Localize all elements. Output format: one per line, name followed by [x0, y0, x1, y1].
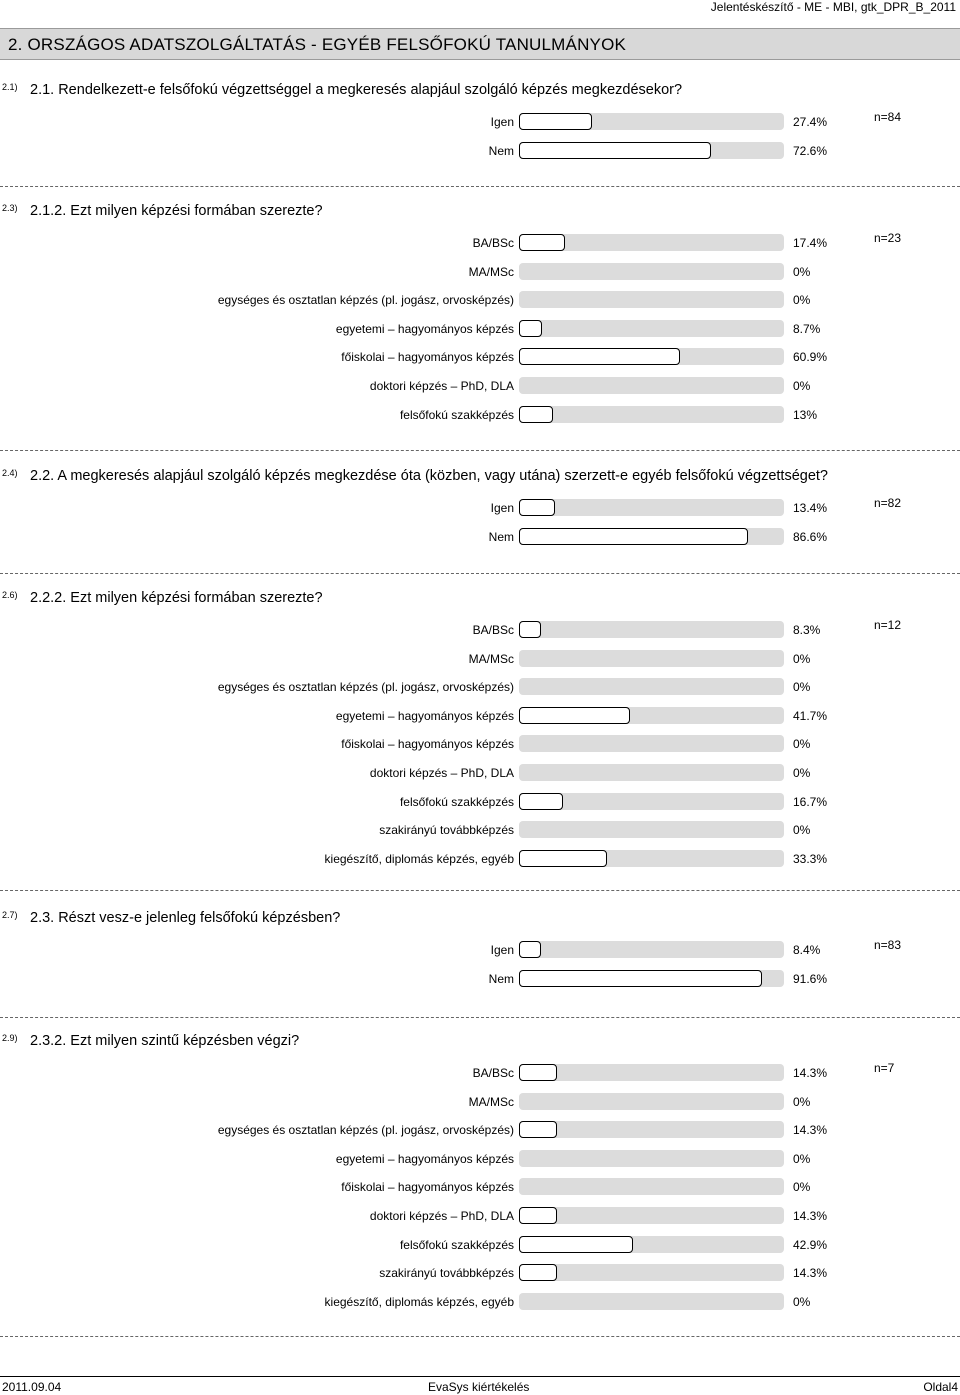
percent-bar-fill: [519, 1064, 557, 1081]
answer-percent: 0%: [793, 737, 811, 752]
answer-label: Nem: [488, 529, 514, 544]
percent-bar-track: [519, 678, 784, 695]
answer-percent: 0%: [793, 379, 811, 393]
answer-row: [0, 1063, 960, 1083]
answer-row: [0, 319, 960, 339]
answer-label: doktori képzés – PhD, DLA: [369, 1209, 514, 1223]
answer-label: szakirányú továbbképzés: [379, 823, 514, 838]
percent-bar-fill: [519, 113, 592, 130]
percent-bar-track: [519, 234, 784, 251]
answer-label: MA/MSc: [468, 264, 514, 279]
percent-bar-fill: [519, 234, 565, 251]
percent-bar-track: [519, 1064, 784, 1081]
percent-bar-fill: [519, 406, 553, 423]
answer-label: Igen: [490, 501, 514, 515]
answer-label: egységes és osztatlan képzés (pl. jogász, orvosképzés): [217, 293, 514, 308]
section-band: [0, 28, 960, 60]
answer-row: [0, 1292, 960, 1312]
percent-bar-track: [519, 764, 784, 781]
answer-percent: 41.7%: [793, 708, 828, 723]
answer-row: [0, 1120, 960, 1140]
answer-percent: 0%: [793, 293, 811, 308]
answer-row: [0, 734, 960, 754]
percent-bar-fill: [519, 621, 541, 638]
footer-center: EvaSys kiértékelés: [428, 1380, 530, 1394]
percent-bar-fill: [519, 1207, 557, 1224]
answer-percent: 13%: [793, 407, 818, 422]
answer-percent: 14.3%: [793, 1266, 828, 1281]
answer-percent: 8.3%: [793, 623, 821, 637]
percent-bar-track: [519, 1121, 784, 1138]
answer-row: [0, 1206, 960, 1226]
answer-row: [0, 405, 960, 425]
question-number: 2.7): [2, 910, 18, 920]
response-count: n=83: [874, 938, 902, 952]
answer-label: BA/BSc: [472, 1066, 514, 1080]
answer-label: doktori képzés – PhD, DLA: [369, 379, 514, 393]
percent-bar-track: [519, 1178, 784, 1195]
answer-label: felsőfokú szakképzés: [399, 407, 514, 422]
response-count: n=84: [874, 110, 902, 124]
answer-percent: 14.3%: [793, 1209, 828, 1223]
percent-bar-fill: [519, 1121, 557, 1138]
answer-row: [0, 763, 960, 783]
answer-row: [0, 376, 960, 396]
percent-bar-track: [519, 821, 784, 838]
percent-bar-fill: [519, 970, 762, 987]
answer-percent: 60.9%: [793, 350, 828, 365]
answer-label: Nem: [488, 971, 514, 986]
question-separator: [0, 890, 960, 891]
percent-bar-track: [519, 1093, 784, 1110]
page-footer: [0, 1378, 960, 1395]
answer-row: [0, 290, 960, 310]
answer-label: BA/BSc: [472, 236, 514, 250]
answer-label: felsőfokú szakképzés: [399, 794, 514, 809]
answer-label: egyetemi – hagyományos képzés: [335, 708, 514, 723]
percent-bar-track: [519, 1207, 784, 1224]
answer-row: [0, 527, 960, 547]
answer-row: [0, 112, 960, 132]
percent-bar-fill: [519, 320, 542, 337]
response-count: n=7: [874, 1061, 895, 1075]
answer-percent: 14.3%: [793, 1066, 828, 1080]
response-count: n=23: [874, 231, 902, 245]
answer-percent: 0%: [793, 766, 811, 780]
percent-bar-track: [519, 650, 784, 667]
percent-bar-track: [519, 263, 784, 280]
answer-label: szakirányú továbbképzés: [379, 1266, 514, 1281]
answer-label: egységes és osztatlan képzés (pl. jogász, orvosképzés): [217, 680, 514, 695]
page-header: [0, 0, 960, 16]
percent-bar-track: [519, 621, 784, 638]
answer-percent: 0%: [793, 1094, 811, 1109]
answer-row: [0, 1235, 960, 1255]
answer-row: [0, 498, 960, 518]
answer-row: [0, 233, 960, 253]
percent-bar-track: [519, 528, 784, 545]
question-number: 2.3): [2, 203, 18, 213]
question-title: 2.2.2. Ezt milyen képzési formában szerezte?: [30, 590, 323, 606]
percent-bar-fill: [519, 528, 748, 545]
answer-percent: 0%: [793, 1294, 811, 1309]
footer-page: Oldal4: [923, 1380, 958, 1394]
answer-label: kiegészítő, diplomás képzés, egyéb: [324, 1294, 514, 1309]
answer-percent: 27.4%: [793, 115, 828, 129]
answer-percent: 16.7%: [793, 794, 828, 809]
answer-row: [0, 820, 960, 840]
answer-label: Igen: [490, 115, 514, 129]
answer-row: [0, 706, 960, 726]
percent-bar-fill: [519, 348, 680, 365]
answer-row: [0, 940, 960, 960]
question-separator: [0, 1017, 960, 1018]
percent-bar-fill: [519, 142, 711, 159]
answer-percent: 86.6%: [793, 529, 828, 544]
answer-label: kiegészítő, diplomás képzés, egyéb: [324, 851, 514, 866]
answer-row: [0, 620, 960, 640]
answer-row: [0, 792, 960, 812]
answer-label: felsőfokú szakképzés: [399, 1237, 514, 1252]
percent-bar-track: [519, 850, 784, 867]
question-title: 2.3.2. Ezt milyen szintű képzésben végzi?: [30, 1033, 300, 1049]
answer-row: [0, 969, 960, 989]
question-title: 2.1.2. Ezt milyen képzési formában szerezte?: [30, 203, 323, 219]
question-title: 2.3. Részt vesz-e jelenleg felsőfokú képzésben?: [30, 910, 341, 926]
percent-bar-track: [519, 377, 784, 394]
answer-percent: 17.4%: [793, 236, 828, 250]
answer-percent: 42.9%: [793, 1237, 828, 1252]
answer-label: BA/BSc: [472, 623, 514, 637]
percent-bar-track: [519, 1236, 784, 1253]
answer-label: MA/MSc: [468, 1094, 514, 1109]
answer-label: főiskolai – hagyományos képzés: [341, 1180, 514, 1195]
percent-bar-track: [519, 970, 784, 987]
answer-label: egységes és osztatlan képzés (pl. jogász, orvosképzés): [217, 1123, 514, 1138]
question-number: 2.6): [2, 590, 18, 600]
percent-bar-track: [519, 1264, 784, 1281]
percent-bar-track: [519, 735, 784, 752]
answer-percent: 8.7%: [793, 321, 821, 336]
question-number: 2.1): [2, 82, 18, 92]
question-separator: [0, 450, 960, 451]
percent-bar-track: [519, 406, 784, 423]
answer-percent: 13.4%: [793, 501, 828, 515]
footer-date: 2011.09.04: [2, 1380, 62, 1394]
question-number: 2.4): [2, 468, 18, 478]
percent-bar-fill: [519, 850, 607, 867]
answer-row: [0, 649, 960, 669]
answer-label: MA/MSc: [468, 651, 514, 666]
answer-percent: 8.4%: [793, 943, 821, 957]
percent-bar-track: [519, 793, 784, 810]
answer-percent: 0%: [793, 1151, 811, 1166]
percent-bar-track: [519, 941, 784, 958]
question-title: 2.1. Rendelkezett-e felsőfokú végzettséggel a megkeresés alapjául szolgáló képzés megkezdésekor?: [30, 82, 683, 98]
percent-bar-track: [519, 142, 784, 159]
answer-row: [0, 1149, 960, 1169]
question-separator: [0, 186, 960, 187]
percent-bar-fill: [519, 1264, 557, 1281]
answer-row: [0, 849, 960, 869]
answer-label: Nem: [488, 143, 514, 158]
answer-percent: 0%: [793, 264, 811, 279]
percent-bar-fill: [519, 941, 541, 958]
percent-bar-track: [519, 1150, 784, 1167]
answer-label: főiskolai – hagyományos képzés: [341, 737, 514, 752]
percent-bar-fill: [519, 707, 630, 724]
answer-label: Igen: [490, 943, 514, 957]
answer-percent: 14.3%: [793, 1123, 828, 1138]
answer-percent: 33.3%: [793, 851, 828, 866]
section-title: 2. ORSZÁGOS ADATSZOLGÁLTATÁS - EGYÉB FELSŐFOKÚ TANULMÁNYOK: [8, 35, 627, 54]
percent-bar-track: [519, 113, 784, 130]
footer-divider: [0, 1376, 960, 1377]
answer-percent: 0%: [793, 651, 811, 666]
question-separator: [0, 1336, 960, 1337]
answer-row: [0, 677, 960, 697]
percent-bar-track: [519, 499, 784, 516]
percent-bar-fill: [519, 793, 563, 810]
answer-label: egyetemi – hagyományos képzés: [335, 321, 514, 336]
answer-row: [0, 1177, 960, 1197]
answer-percent: 0%: [793, 1180, 811, 1195]
response-count: n=82: [874, 496, 902, 510]
question-title: 2.2. A megkeresés alapjául szolgáló képzés megkezdése óta (közben, vagy utána) szerzett-e egyéb felsőfokú végzettséget?: [30, 468, 828, 484]
answer-label: egyetemi – hagyományos képzés: [335, 1151, 514, 1166]
percent-bar-track: [519, 291, 784, 308]
answer-percent: 91.6%: [793, 971, 828, 986]
percent-bar-track: [519, 1293, 784, 1310]
percent-bar-track: [519, 348, 784, 365]
answer-row: [0, 262, 960, 282]
report-title: Jelentéskészítő - ME - MBI, gtk_DPR_B_2011: [710, 0, 956, 14]
response-count: n=12: [874, 618, 902, 632]
answer-percent: 0%: [793, 823, 811, 838]
percent-bar-fill: [519, 499, 555, 516]
percent-bar-track: [519, 707, 784, 724]
answer-row: [0, 1092, 960, 1112]
answer-row: [0, 1263, 960, 1283]
question-number: 2.9): [2, 1033, 18, 1043]
question-separator: [0, 573, 960, 574]
answer-label: főiskolai – hagyományos képzés: [341, 350, 514, 365]
percent-bar-fill: [519, 1236, 633, 1253]
answer-percent: 72.6%: [793, 143, 828, 158]
answer-percent: 0%: [793, 680, 811, 695]
answer-row: [0, 141, 960, 161]
answer-label: doktori képzés – PhD, DLA: [369, 766, 514, 780]
percent-bar-track: [519, 320, 784, 337]
answer-row: [0, 347, 960, 367]
